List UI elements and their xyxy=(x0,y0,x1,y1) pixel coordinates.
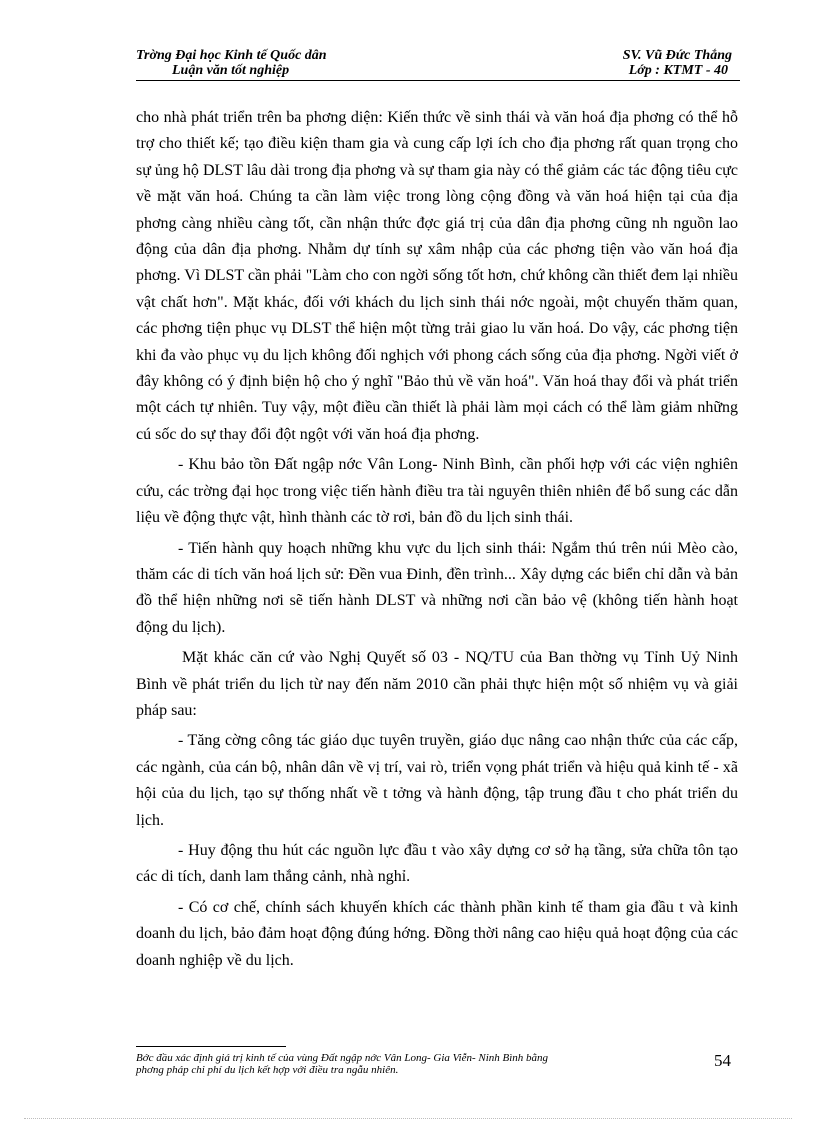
header-student: SV. Vũ Đức Thắng xyxy=(622,48,732,63)
page-number: 54 xyxy=(714,1051,731,1070)
paragraph: - Có cơ chế, chính sách khuyến khích các thành phần kinh tế tham gia đầu t và kinh doanh du lịch, bảo đảm hoạt động đúng hớng. Đồng thời nâng cao hiệu quả hoạt động của các doanh nghiệp về du lịch. xyxy=(136,898,738,969)
header-class: Lớp : KTMT - 40 xyxy=(628,63,728,78)
footer-title-line1: Bớc đầu xác định giá trị kinh tế của vùng Đất ngập nớc Vân Long- Gia Viễn- Ninh Bình bằng xyxy=(136,1052,549,1064)
page-footer xyxy=(136,1052,676,1076)
page-bottom-edge xyxy=(24,1118,792,1119)
footer-title-line2: phơng pháp chi phí du lịch kết hợp với điều tra ngẫu nhiên. xyxy=(136,1064,399,1076)
header-university: Trờng Đại học Kinh tế Quốc dân xyxy=(136,48,327,63)
paragraph: - Huy động thu hút các nguồn lực đầu t vào xây dựng cơ sở hạ tầng, sửa chữa tôn tạo các di tích, danh lam thắng cảnh, nhà nghỉ. xyxy=(136,841,738,886)
paragraph: - Khu bảo tồn Đất ngập nớc Vân Long- Ninh Bình, cần phối hợp với các viện nghiên cứu, các trờng đại học trong việc tiến hành điều tra tài nguyên thiên nhiên để bổ sung các dẫn liệu về động thực vật, hình thành các tờ rơi, bản đồ du lịch sinh thái. xyxy=(136,456,738,527)
footer-divider xyxy=(136,1046,286,1047)
header-thesis-type: Luận văn tốt nghiệp xyxy=(172,63,290,78)
page-header xyxy=(136,48,740,82)
header-divider xyxy=(136,80,740,81)
paragraph: - Tăng cờng công tác giáo dục tuyên truyền, giáo dục nâng cao nhận thức của các cấp, các ngành, của cán bộ, nhân dân về vị trí, vai rò, triển vọng phát triển và hiệu quả kinh tế - xã hội của du lịch, tạo sự thống nhất về t tởng và hành động, tập trung đầu t cho phát triển du lịch. xyxy=(136,732,738,829)
paragraph: - Tiến hành quy hoạch những khu vực du lịch sinh thái: Ngắm thú trên núi Mèo cào, thăm các di tích văn hoá lịch sử: Đền vua Đinh, đền trình... Xây dựng các biển chỉ dẫn và bản đồ thể hiện những nơi sẽ tiến hành DLST và những nơi cần bảo vệ (không tiến hành hoạt động du lịch). xyxy=(136,539,738,636)
paragraph: cho nhà phát triển trên ba phơng diện: Kiến thức về sinh thái và văn hoá địa phơng có thể hỗ trợ cho thiết kế; tạo điều kiện tham gia và cung cấp lợi ích cho địa phơng rất quan trọng cho sự ủng hộ DLST lâu dài trong địa phơng và sự tham gia này có thể giảm các tác động tiêu cực về mặt văn hoá. Chúng ta cần làm việc trong lòng cộng đồng và văn hoá hiện tại của địa phơng càng nhiều càng tốt, cần nhận thức đợc giá trị của dân địa phơng cũng nh nguồn lao động của dân địa phơng. Nhằm dự tính sự xâm nhập của các phơng tiện vào văn hoá địa phơng. Vì DLST cần phải "Làm cho con ngời sống tốt hơn, chứ không cần thiết đem lại nhiều vật chất hơn". Mặt khác, đối với khách du lịch sinh thái nớc ngoài, một chuyến thăm quan, các phơng tiện phục vụ DLST thể hiện một từng trải giao lu văn hoá. Do vậy, các phơng tiện khi đa vào phục vụ du lịch không đối nghịch với phong cách sống của địa phơng. Ngời viết ở đây không có ý định biện hộ cho ý nghĩ "Bảo thủ về văn hoá". Văn hoá thay đổi và phát triển một cách tự nhiên. Tuy vậy, một điều cần thiết là phải làm mọi cách có thể làm giảm những cú sốc do sự thay đổi đột ngột với văn hoá địa phơng. xyxy=(136,109,738,443)
paragraph: Mặt khác căn cứ vào Nghị Quyết số 03 - NQ/TU của Ban thờng vụ Tỉnh Uỷ Ninh Bình về phát triển du lịch từ nay đến năm 2010 cần phải thực hiện một số nhiệm vụ và giải pháp sau: xyxy=(136,649,738,719)
body-text xyxy=(136,105,738,974)
